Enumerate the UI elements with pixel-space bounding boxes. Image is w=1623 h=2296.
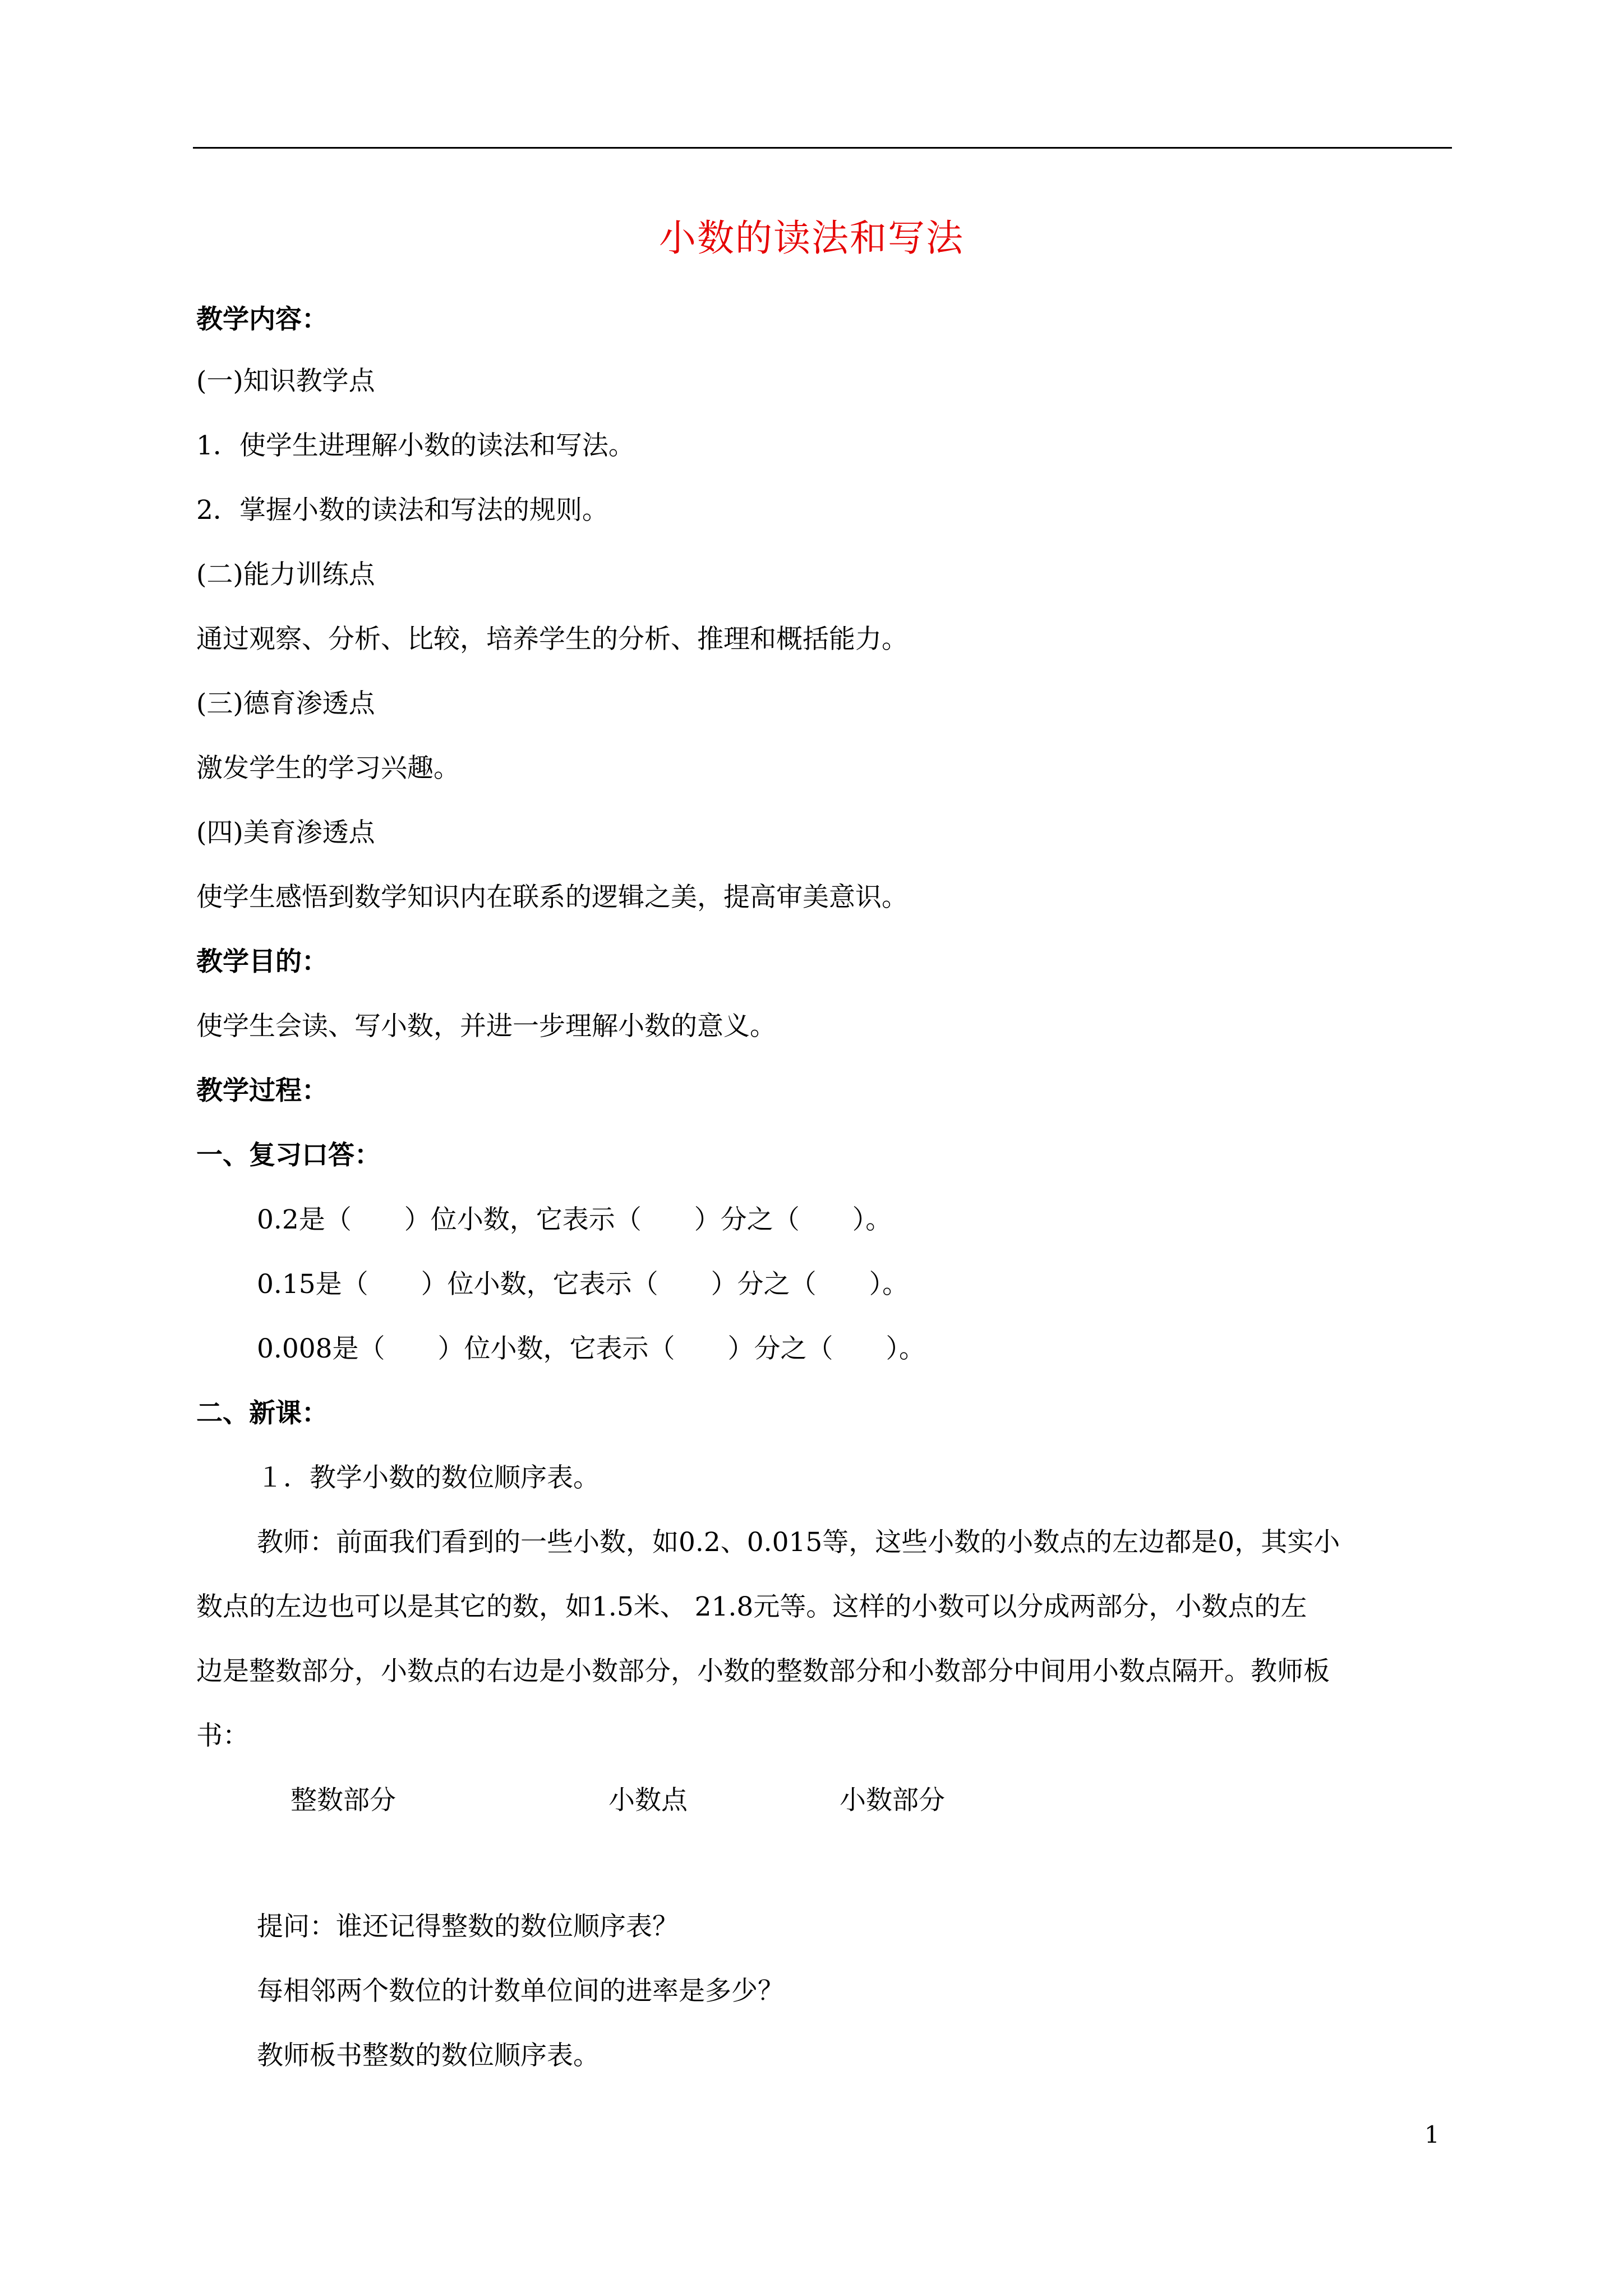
teacher-paragraph-line: 边是整数部分，小数点的右边是小数部分，小数的整数部分和小数部分中间用小数点隔开。教师板 <box>196 1656 1330 1687</box>
board-label-decimal-point: 小数点 <box>608 1785 688 1816</box>
moral-text: 激发学生的学习兴趣。 <box>196 753 460 784</box>
new-lesson-heading: 二、新课： <box>196 1398 328 1429</box>
aesthetic-text: 使学生感悟到数学知识内在联系的逻辑之美，提高审美意识。 <box>196 882 908 913</box>
aesthetic-heading: (四)美育渗透点 <box>196 817 375 848</box>
closing-line: 教师板书整数的数位顺序表。 <box>257 2040 600 2071</box>
question-2: 每相邻两个数位的计数单位间的进率是多少？ <box>257 1976 784 2007</box>
board-label-decimal-part: 小数部分 <box>840 1785 945 1816</box>
moral-heading: (三)德育渗透点 <box>196 688 375 719</box>
review-heading: 一、复习口答： <box>196 1140 381 1171</box>
ability-heading: (二)能力训练点 <box>196 559 375 590</box>
teacher-paragraph-line: 教师：前面我们看到的一些小数，如0.2、0.015等，这些小数的小数点的左边都是0，其实小 <box>257 1527 1340 1558</box>
board-label-integer-part: 整数部分 <box>291 1785 396 1816</box>
knowledge-heading: (一)知识教学点 <box>196 366 375 397</box>
teacher-paragraph-line: 数点的左边也可以是其它的数，如1.5米、 21.8元等。这样的小数可以分成两部分，小数点的左 <box>196 1591 1307 1622</box>
goal-heading: 教学目的： <box>196 946 328 977</box>
ability-text: 通过观察、分析、比较，培养学生的分析、推理和概括能力。 <box>196 624 908 655</box>
teacher-paragraph-line: 书： <box>196 1720 249 1751</box>
page-number: 1 <box>1424 2121 1440 2148</box>
page-title: 小数的读法和写法 <box>659 217 964 260</box>
review-item: 0.008是（ ）位小数，它表示（ ）分之（ ）。 <box>257 1333 926 1364</box>
knowledge-item-1: 1．使学生进理解小数的读法和写法。 <box>196 430 635 461</box>
goal-text: 使学生会读、写小数，并进一步理解小数的意义。 <box>196 1011 776 1042</box>
knowledge-item-2: 2．掌握小数的读法和写法的规则。 <box>196 495 608 526</box>
review-item: 0.15是（ ）位小数，它表示（ ）分之（ ）。 <box>257 1269 909 1300</box>
process-heading: 教学过程： <box>196 1075 328 1106</box>
header-rule <box>193 147 1452 149</box>
question-1: 提问：谁还记得整数的数位顺序表？ <box>257 1911 679 1942</box>
new-lesson-item-1: １．教学小数的数位顺序表。 <box>257 1462 600 1493</box>
review-item: 0.2是（ ）位小数，它表示（ ）分之（ ）。 <box>257 1204 892 1235</box>
content-heading: 教学内容： <box>196 304 328 335</box>
